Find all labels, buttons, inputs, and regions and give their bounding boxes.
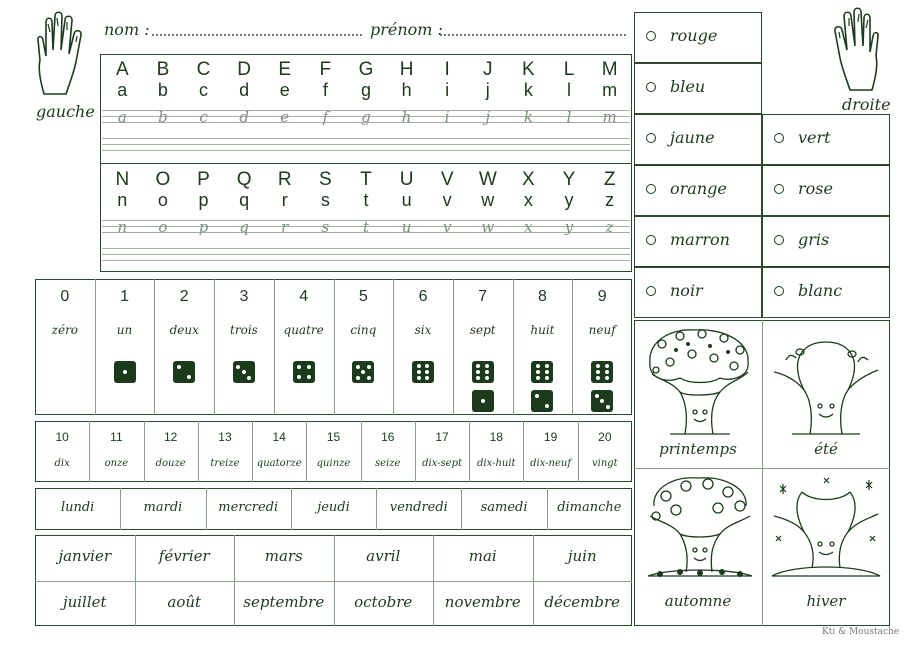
color-label: bleu: [670, 77, 706, 96]
dice-2-icon: [531, 390, 553, 412]
autumn-tree-icon: [640, 472, 758, 584]
letter-y: Y y y: [562, 169, 576, 236]
month-cell: juillet: [62, 592, 107, 611]
number-digit: 0: [60, 288, 70, 305]
color-label: blanc: [798, 281, 843, 300]
radio-icon[interactable]: [774, 235, 784, 245]
teen-word: vingt: [591, 458, 618, 469]
left-hand-icon: [34, 10, 88, 96]
letter-x: X x x: [522, 169, 535, 236]
number-word: un: [116, 323, 133, 337]
alphabet-row-1: [102, 60, 630, 134]
nom-label: nom :: [104, 20, 150, 39]
letter-i: I i i: [444, 59, 450, 126]
letter-f: F f f: [319, 59, 332, 126]
radio-icon[interactable]: [774, 286, 784, 296]
radio-icon[interactable]: [646, 235, 656, 245]
number-word: deux: [169, 323, 199, 337]
color-label: noir: [670, 281, 703, 300]
letter-w: W w w: [478, 169, 497, 236]
color-option-noir[interactable]: [646, 281, 703, 300]
color-option-jaune[interactable]: [646, 128, 715, 147]
seasons-vdivider: [762, 320, 763, 626]
dice-3-icon: [591, 390, 613, 412]
nom-field[interactable]: [152, 34, 362, 36]
day-cell: samedi: [480, 500, 528, 515]
dice-6-icon: [531, 361, 553, 383]
number-digit: 6: [418, 288, 428, 305]
alphabet-row-2: [102, 170, 630, 244]
color-label: orange: [670, 179, 727, 198]
color-option-vert[interactable]: [774, 128, 831, 147]
color-option-gris[interactable]: [774, 230, 829, 249]
winter-tree-icon: [766, 472, 886, 584]
right-hand-label: droite: [842, 95, 891, 114]
teen-word: dix-huit: [477, 458, 516, 469]
number-digit: 3: [239, 288, 249, 305]
color-option-bleu[interactable]: [646, 77, 705, 96]
dice-1-icon: [472, 390, 494, 412]
letter-n: N n n: [115, 169, 130, 236]
number-digit: 7: [478, 288, 488, 305]
teen-digit: 16: [381, 430, 395, 444]
teen-digit: 13: [218, 430, 232, 444]
summer-tree-icon: [766, 322, 886, 440]
letter-v: V v v: [440, 169, 454, 236]
alphabet-divider: [100, 163, 632, 164]
teen-digit: 17: [435, 430, 449, 444]
month-cell: mai: [468, 547, 497, 565]
letter-h: H h h: [399, 59, 414, 126]
month-cell: novembre: [444, 592, 521, 611]
letter-u: U u u: [399, 169, 414, 236]
color-label: jaune: [670, 128, 715, 147]
month-cell: avril: [366, 547, 401, 565]
dice-6-icon: [591, 361, 613, 383]
color-option-blanc[interactable]: [774, 281, 842, 300]
prenom-label: prénom :: [370, 20, 443, 39]
dice-6-icon: [412, 361, 434, 383]
color-label: rouge: [670, 26, 718, 45]
number-word: neuf: [588, 323, 616, 337]
spring-tree-icon: [640, 322, 758, 440]
dice-2-icon: [173, 361, 195, 383]
day-cell: mardi: [143, 500, 183, 515]
month-cell: janvier: [58, 547, 112, 565]
day-cell: dimanche: [557, 500, 622, 515]
letter-d: D d d: [237, 59, 251, 126]
month-cell: août: [167, 592, 202, 611]
number-word: cinq: [350, 323, 377, 337]
teen-digit: 15: [326, 430, 341, 444]
letter-p: P p p: [197, 169, 210, 236]
month-cell: septembre: [243, 592, 325, 611]
teen-word: quatorze: [256, 458, 302, 469]
teen-digit: 12: [163, 430, 178, 444]
number-word: trois: [230, 323, 258, 337]
number-digit: 9: [597, 288, 607, 305]
prenom-field[interactable]: [440, 34, 626, 36]
dice-5-icon: [352, 361, 374, 383]
letter-t: T t t: [360, 169, 372, 236]
color-label: rose: [798, 179, 833, 198]
letter-g: G g g: [358, 59, 374, 126]
teen-word: dix-neuf: [530, 458, 572, 469]
radio-icon[interactable]: [774, 184, 784, 194]
number-digit: 8: [537, 288, 547, 305]
color-label: marron: [670, 230, 730, 249]
number-word: quatre: [283, 323, 324, 337]
dice-3-icon: [233, 361, 255, 383]
season-summer-label: été: [814, 440, 838, 458]
letter-e: E e e: [278, 59, 292, 126]
month-cell: décembre: [544, 592, 621, 611]
teen-digit: 11: [110, 430, 123, 444]
day-cell: lundi: [60, 500, 95, 515]
number-digit: 1: [120, 288, 129, 305]
radio-icon[interactable]: [774, 133, 784, 143]
day-cell: mercredi: [218, 500, 279, 515]
teen-word: treize: [210, 458, 240, 469]
number-word: sept: [469, 323, 496, 337]
month-cell: février: [158, 547, 210, 565]
letter-r: R r r: [277, 169, 292, 236]
letter-l: L l l: [563, 59, 575, 126]
letter-a: A a a: [115, 59, 129, 126]
letter-o: O o o: [155, 169, 171, 236]
teen-digit: 10: [55, 430, 69, 444]
teen-word: douze: [155, 458, 186, 469]
month-cell: juin: [567, 547, 597, 565]
color-label: gris: [798, 230, 830, 249]
month-cell: octobre: [354, 592, 413, 611]
radio-icon[interactable]: [646, 184, 656, 194]
day-cell: jeudi: [317, 500, 350, 515]
radio-icon[interactable]: [646, 133, 656, 143]
radio-icon[interactable]: [646, 286, 656, 296]
season-autumn-label: automne: [664, 592, 732, 610]
radio-icon[interactable]: [646, 82, 656, 92]
number-digit: 4: [299, 288, 309, 305]
footer-credit: Kti & Moustache: [822, 627, 900, 637]
season-winter-label: hiver: [806, 592, 846, 610]
season-spring-label: printemps: [659, 440, 737, 458]
month-cell: mars: [264, 547, 303, 565]
letter-q: Q q q: [236, 169, 252, 236]
dice-6-icon: [472, 361, 494, 383]
teen-digit: 18: [489, 430, 503, 444]
number-digit: 5: [358, 288, 368, 305]
color-option-rose[interactable]: [774, 179, 833, 198]
color-option-rouge[interactable]: [646, 26, 717, 45]
dice-4-icon: [293, 361, 315, 383]
number-word: zéro: [51, 323, 79, 337]
teen-word: dix-sept: [422, 458, 462, 469]
teen-digit: 20: [598, 430, 612, 444]
letter-m: M m m: [601, 59, 618, 126]
number-digit: 2: [179, 288, 189, 305]
day-cell: vendredi: [389, 500, 448, 515]
teen-word: quinze: [316, 458, 351, 469]
letter-b: B b b: [156, 59, 170, 126]
color-option-orange[interactable]: [646, 179, 727, 198]
color-label: vert: [798, 128, 831, 147]
color-option-marron[interactable]: [646, 230, 730, 249]
teen-word: onze: [104, 458, 129, 469]
teen-digit: 14: [272, 430, 286, 444]
letter-j: J j j: [483, 59, 493, 126]
teen-digit: 19: [543, 430, 558, 444]
letter-k: K k k: [522, 59, 535, 126]
letter-z: Z z z: [603, 169, 616, 236]
teen-word: dix: [54, 458, 70, 469]
letter-c: C c c: [196, 59, 211, 126]
radio-icon[interactable]: [646, 31, 656, 41]
seasons-hdivider: [634, 468, 890, 469]
letter-s: S s s: [319, 169, 332, 236]
left-hand-label: gauche: [36, 102, 95, 121]
number-word: huit: [530, 323, 555, 337]
number-word: six: [414, 323, 432, 337]
dice-1-icon: [114, 361, 136, 383]
teen-word: seize: [375, 458, 401, 469]
